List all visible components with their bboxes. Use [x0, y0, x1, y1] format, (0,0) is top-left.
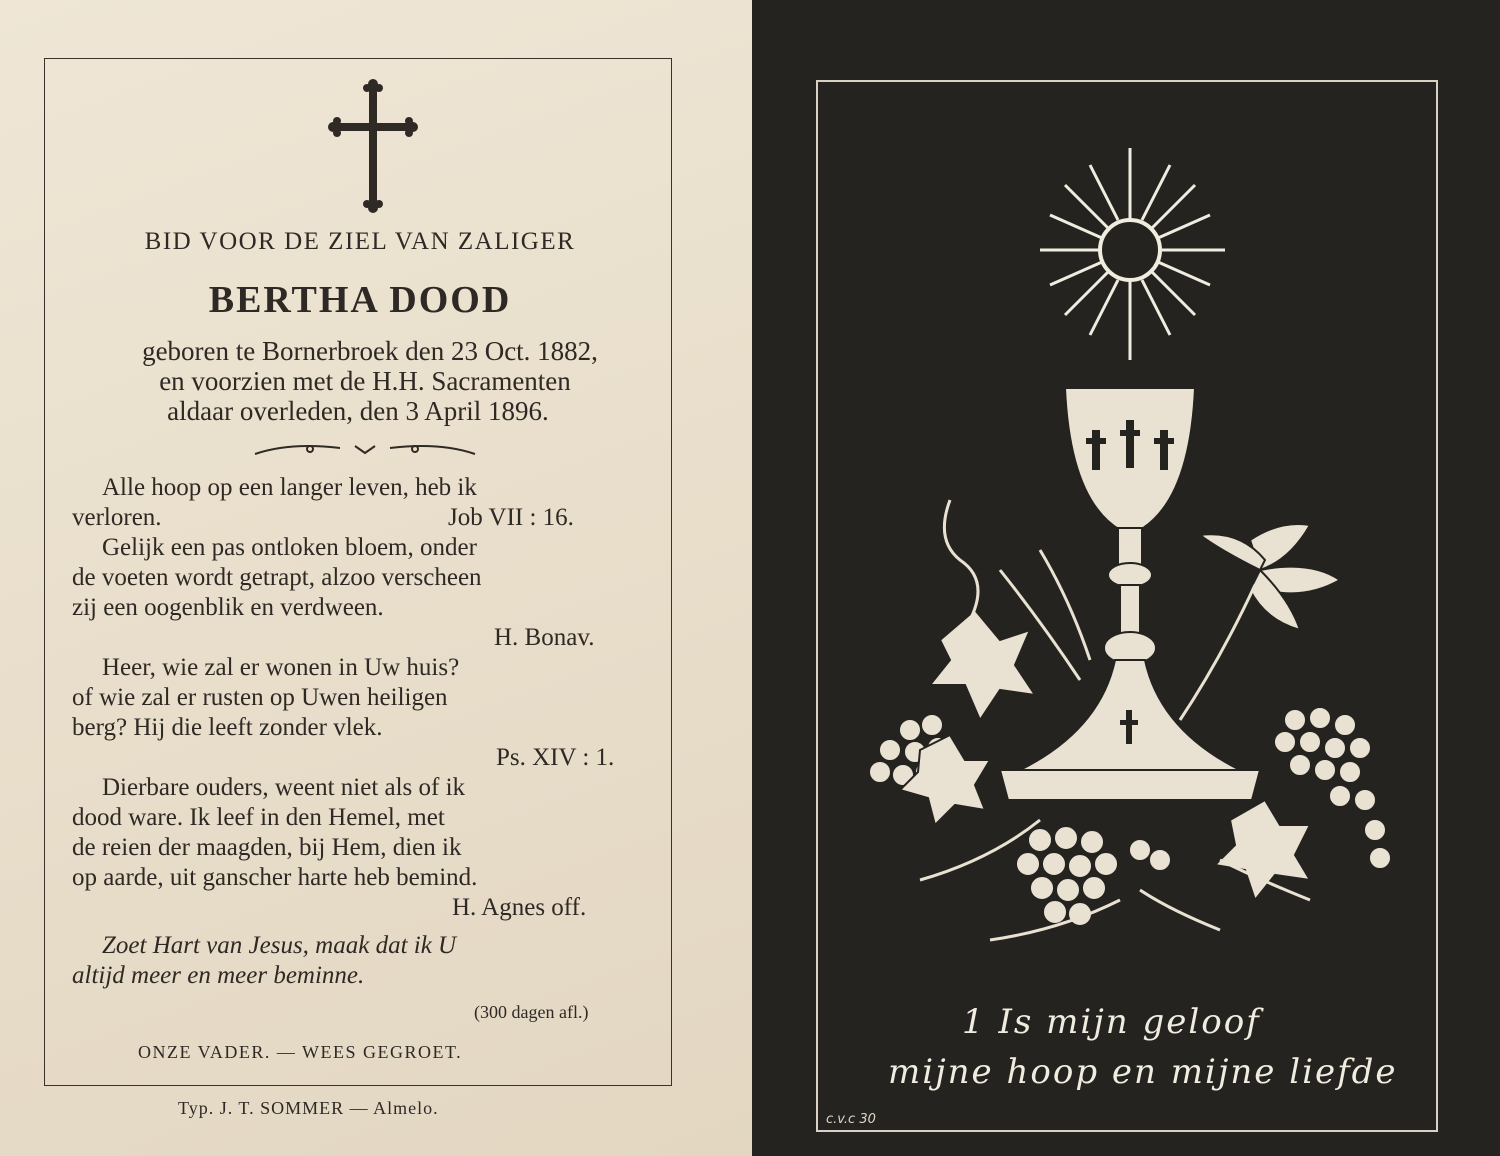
- verse-line: zij een oogenblik en verdween.: [72, 594, 384, 621]
- verse-line: verloren.: [72, 504, 162, 531]
- artist-signature: c.v.c 30: [826, 1112, 876, 1127]
- closing-prayers: ONZE VADER. — WEES GEGROET.: [138, 1042, 463, 1062]
- indulgence-note: (300 dagen afl.): [474, 1002, 589, 1022]
- verse-line: de voeten wordt getrapt, alzoo verscheen: [72, 564, 482, 591]
- motto-line: mijne hoop en mijne liefde: [888, 1052, 1398, 1092]
- verse-line: Heer, wie zal er wonen in Uw huis?: [102, 654, 460, 681]
- verse-source: H. Bonav.: [494, 624, 595, 651]
- verse-line: Dierbare ouders, weent niet als of ik: [102, 774, 466, 801]
- death-line: aldaar overleden, den 3 April 1896.: [167, 396, 549, 426]
- verse-source: H. Agnes off.: [452, 894, 587, 921]
- verse-source: Ps. XIV : 1.: [496, 744, 615, 771]
- sacrament-line: en voorzien met de H.H. Sacramenten: [159, 366, 571, 396]
- prayer-line: Zoet Hart van Jesus, maak dat ik U: [102, 932, 457, 959]
- verse-line: de reien der maagden, bij Hem, dien ik: [72, 834, 462, 861]
- deceased-name: BERTHA DOOD: [208, 279, 512, 321]
- cross-icon: [325, 76, 421, 216]
- motto-line: 1 Is mijn geloof: [962, 1002, 1261, 1042]
- printer-credit: Typ. J. T. SOMMER — Almelo.: [178, 1098, 439, 1118]
- chalice-illustration: [840, 120, 1420, 980]
- ornament-divider: [250, 436, 480, 462]
- verse-line: op aarde, uit ganscher harte heb bemind.: [72, 864, 478, 891]
- birth-line: geboren te Bornerbroek den 23 Oct. 1882,: [142, 336, 598, 366]
- verse-line: dood ware. Ik leef in den Hemel, met: [72, 804, 445, 831]
- host-icon: [1100, 220, 1160, 280]
- verse-line: Gelijk een pas ontloken bloem, onder: [102, 534, 477, 561]
- lily-icon: [1200, 524, 1340, 630]
- verse-line: of wie zal er rusten op Uwen heiligen: [72, 684, 448, 711]
- verse-line: berg? Hij die leeft zonder vlek.: [72, 714, 383, 741]
- verse-line: Alle hoop op een langer leven, heb ik: [102, 474, 477, 501]
- prayer-line: altijd meer en meer beminne.: [72, 962, 365, 989]
- verse-source: Job VII : 16.: [448, 504, 574, 531]
- heading: BID VOOR DE ZIEL VAN ZALIGER: [144, 228, 576, 255]
